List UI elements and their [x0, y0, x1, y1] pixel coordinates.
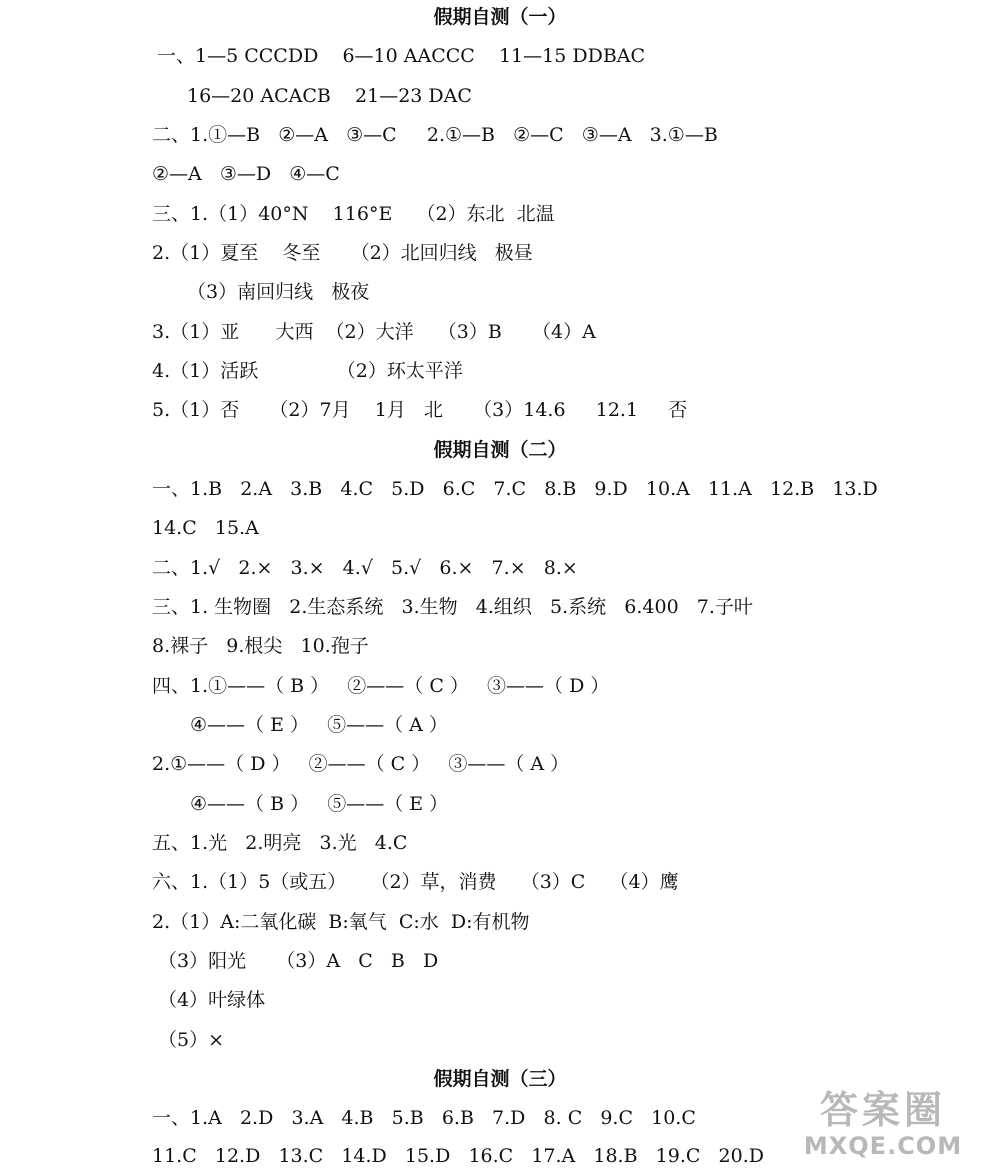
s2-line-10: 五、1.光 2.明亮 3.光 4.C — [152, 832, 408, 854]
s1-line-9: 4.（1）活跃 （2）环太平洋 — [152, 360, 463, 382]
s2-line-2: 14.C 15.A — [152, 517, 259, 539]
section-1-title: 假期自测（一） — [433, 6, 567, 28]
s1-line-10: 5.（1）否 （2）7月 1月 北 （3）14.6 12.1 否 — [152, 399, 688, 421]
s1-line-2: 16—20 ACACB 21—23 DAC — [187, 85, 472, 107]
s2-line-4: 三、1. 生物圈 2.生态系统 3.生物 4.组织 5.系统 6.400 7.子叶 — [152, 596, 753, 618]
s2-line-11: 六、1.（1）5（或五） （2）草，消费 （3）C （4）鹰 — [152, 871, 679, 893]
s2-line-14: （4）叶绿体 — [158, 989, 266, 1011]
s2-line-1: 一、1.B 2.A 3.B 4.C 5.D 6.C 7.C 8.B 9.D 10.A 11.A 12.B 13.D — [152, 478, 878, 500]
s2-line-9: ④——（ B ） ⑤——（ E ） — [190, 793, 449, 815]
s2-line-8: 2.①——（ D ） ②——（ C ） ③——（ A ） — [152, 753, 570, 775]
s1-line-5: 三、1.（1）40°N 116°E （2）东北 北温 — [152, 203, 555, 225]
s2-line-7: ④——（ E ） ⑤——（ A ） — [190, 714, 448, 736]
watermark-logo — [788, 1089, 978, 1167]
s3-line-1: 一、1.A 2.D 3.A 4.B 5.B 6.B 7.D 8. C 9.C 10.C — [152, 1107, 696, 1129]
s1-line-4: ②—A ③—D ④—C — [152, 163, 340, 185]
watermark-brand: 答案圈 — [819, 1088, 946, 1132]
s2-line-15: （5）× — [158, 1029, 225, 1051]
s1-line-3: 二、1.①—B ②—A ③—C 2.①—B ②—C ③—A 3.①—B — [152, 124, 718, 146]
watermark-url: MXQE.COM — [803, 1132, 963, 1160]
s2-line-6: 四、1.①——（ B ） ②——（ C ） ③——（ D ） — [152, 675, 610, 697]
s1-line-7: （3）南回归线 极夜 — [187, 281, 370, 303]
s1-line-8: 3.（1）亚 大西 （2）大洋 （3）B （4）A — [152, 321, 596, 343]
s3-line-2: 11.C 12.D 13.C 14.D 15.D 16.C 17.A 18.B 19.C 20.D — [152, 1145, 764, 1167]
s2-line-3: 二、1.√ 2.× 3.× 4.√ 5.√ 6.× 7.× 8.× — [152, 557, 578, 579]
s2-line-5: 8.裸子 9.根尖 10.孢子 — [152, 635, 369, 657]
s1-line-1: 一、1—5 CCCDD 6—10 AACCC 11—15 DDBAC — [157, 45, 646, 67]
s2-line-12: 2.（1）A:二氧化碳 B:氧气 C:水 D:有机物 — [152, 911, 530, 933]
s1-line-6: 2.（1）夏至 冬至 （2）北回归线 极昼 — [152, 242, 533, 264]
section-3-title: 假期自测（三） — [433, 1068, 567, 1090]
s2-line-13: （3）阳光 （3）A C B D — [158, 950, 439, 972]
section-2-title: 假期自测（二） — [433, 439, 567, 461]
